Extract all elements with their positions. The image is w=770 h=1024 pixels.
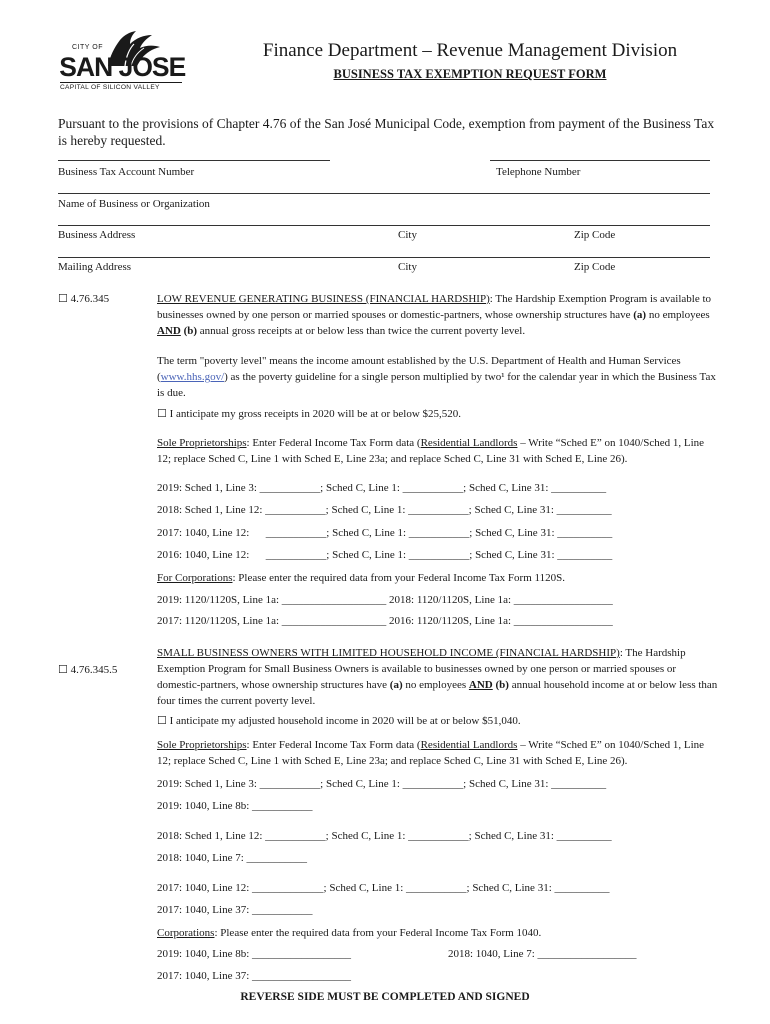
business-name-label[interactable]: Name of Business or Organization [58, 198, 210, 210]
logo-city-of: CITY OF [72, 44, 103, 51]
section2-checkbox[interactable]: ☐ 4.76.345.5 [58, 664, 118, 676]
section1-sole-instructions: Sole Proprietorships: Enter Federal Income Tax Form data (Residential Landlords – Write “Sched E” on 1040/Sched 1, Line 12; replace Sched C, Line 1 with Sched E, Line 23a; and replace Sched C, Line 31 with Sched E, Line 26). [157, 437, 705, 465]
section2-sole-instructions: Sole Proprietorships: Enter Federal Income Tax Form data (Residential Landlords – Write “Sched E” on 1040/Sched 1, Line 12; replace Sched C, Line 1 with Sched E, Line 23a; and replace Sched C, Line 31 with Sched E, Line 26). [157, 739, 705, 767]
footer-notice: REVERSE SIDE MUST BE COMPLETED AND SIGNED [240, 991, 530, 1003]
section1-paragraph1: LOW REVENUE GENERATING BUSINESS (FINANCIAL HARDSHIP): The Hardship Exemption Program is available to businesses owned by one person or married spouses or domestic-partners, whose ownership structures have (a) no employees AND (b) annual gross receipts at or below less than twice the current poverty level. [157, 293, 712, 337]
zip-label-2[interactable]: Zip Code [574, 261, 616, 273]
city-label-1[interactable]: City [398, 229, 417, 241]
s1-row-2018[interactable]: 2018: Sched 1, Line 12: ___________; Sched C, Line 1: ___________; Sched C, Line 31: __________ [157, 504, 612, 516]
section1-gross-receipts-check[interactable]: ☐ I anticipate my gross receipts in 2020 will be at or below $25,520. [157, 408, 462, 420]
s2-corp-2018[interactable]: 2018: 1040, Line 7: __________________ [448, 948, 637, 960]
section1-heading: LOW REVENUE GENERATING BUSINESS (FINANCIAL HARDSHIP) [157, 293, 490, 305]
city-logo [58, 26, 186, 96]
hhs-link[interactable]: www.hhs.gov/ [160, 371, 225, 383]
section1-checkbox[interactable]: ☐ 4.76.345 [58, 293, 110, 305]
s2-row-2018b[interactable]: 2018: 1040, Line 7: ___________ [157, 852, 308, 864]
logo-tagline: CAPITAL OF SILICON VALLEY [60, 84, 160, 91]
page-title: Finance Department – Revenue Management Division [262, 40, 678, 61]
s2-row-2019b[interactable]: 2019: 1040, Line 8b: ___________ [157, 800, 313, 812]
s2-corp-2019[interactable]: 2019: 1040, Line 8b: __________________ [157, 948, 352, 960]
s2-row-2017[interactable]: 2017: 1040, Line 12: _____________; Sched C, Line 1: ___________; Sched C, Line 31: __________ [157, 882, 610, 894]
s1-row-2016[interactable]: 2016: 1040, Line 12: ___________; Sched C, Line 1: ___________; Sched C, Line 31: __________ [157, 549, 613, 561]
business-address-label[interactable]: Business Address [58, 229, 136, 241]
s2-row-2018[interactable]: 2018: Sched 1, Line 12: ___________; Sched C, Line 1: ___________; Sched C, Line 31: __________ [157, 830, 612, 842]
s2-row-2017b[interactable]: 2017: 1040, Line 37: ___________ [157, 904, 313, 916]
section2-paragraph1: SMALL BUSINESS OWNERS WITH LIMITED HOUSEHOLD INCOME (FINANCIAL HARDSHIP): The Hardship Exemption Program for Small Business Owners is available to businesses owned by one person or married spouses or domestic-partners, whose ownership structures have (a) no employees AND (b) annual household income at or below less than four times the current poverty level. [157, 647, 718, 707]
logo-name: SAN JOSE [59, 52, 186, 82]
zip-label-1[interactable]: Zip Code [574, 229, 616, 241]
telephone-label[interactable]: Telephone Number [496, 166, 581, 178]
s1-row-2019[interactable]: 2019: Sched 1, Line 3: ___________; Sched C, Line 1: ___________; Sched C, Line 31: __________ [157, 482, 607, 494]
s1-corp-row-1[interactable]: 2019: 1120/1120S, Line 1a: ___________________ 2018: 1120/1120S, Line 1a: __________________ [157, 594, 613, 606]
form-title: BUSINESS TAX EXEMPTION REQUEST FORM [333, 67, 607, 81]
intro-text: Pursuant to the provisions of Chapter 4.76 of the San José Municipal Code, exemption from payment of the Business Tax is hereby requested. [58, 116, 715, 148]
s2-row-2019[interactable]: 2019: Sched 1, Line 3: ___________; Sched C, Line 1: ___________; Sched C, Line 31: __________ [157, 778, 607, 790]
s1-corp-row-2[interactable]: 2017: 1120/1120S, Line 1a: ___________________ 2016: 1120/1120S, Line 1a: __________________ [157, 615, 613, 627]
account-number-label[interactable]: Business Tax Account Number [58, 166, 195, 178]
section2-income-check[interactable]: ☐ I anticipate my adjusted household income in 2020 will be at or below $51,040. [157, 715, 521, 727]
s2-corp-instructions: Corporations: Please enter the required data from your Federal Income Tax Form 1040. [157, 927, 542, 939]
s1-corp-instructions: For Corporations: Please enter the required data from your Federal Income Tax Form 1120S. [157, 572, 565, 584]
mailing-address-label[interactable]: Mailing Address [58, 261, 132, 273]
city-label-2[interactable]: City [398, 261, 417, 273]
s1-row-2017[interactable]: 2017: 1040, Line 12: ___________; Sched C, Line 1: ___________; Sched C, Line 31: __________ [157, 527, 613, 539]
logo-rule [60, 82, 182, 83]
section2-heading: SMALL BUSINESS OWNERS WITH LIMITED HOUSEHOLD INCOME (FINANCIAL HARDSHIP) [157, 647, 620, 659]
section1-paragraph2: The term "poverty level" means the income amount established by the U.S. Department of Health and Human Services (www.hhs.gov/) as the poverty guideline for a single person multiplied by two¹ for the calendar year in which the Business Tax is due. [157, 355, 716, 399]
s2-corp-2017[interactable]: 2017: 1040, Line 37: __________________ [157, 970, 352, 982]
